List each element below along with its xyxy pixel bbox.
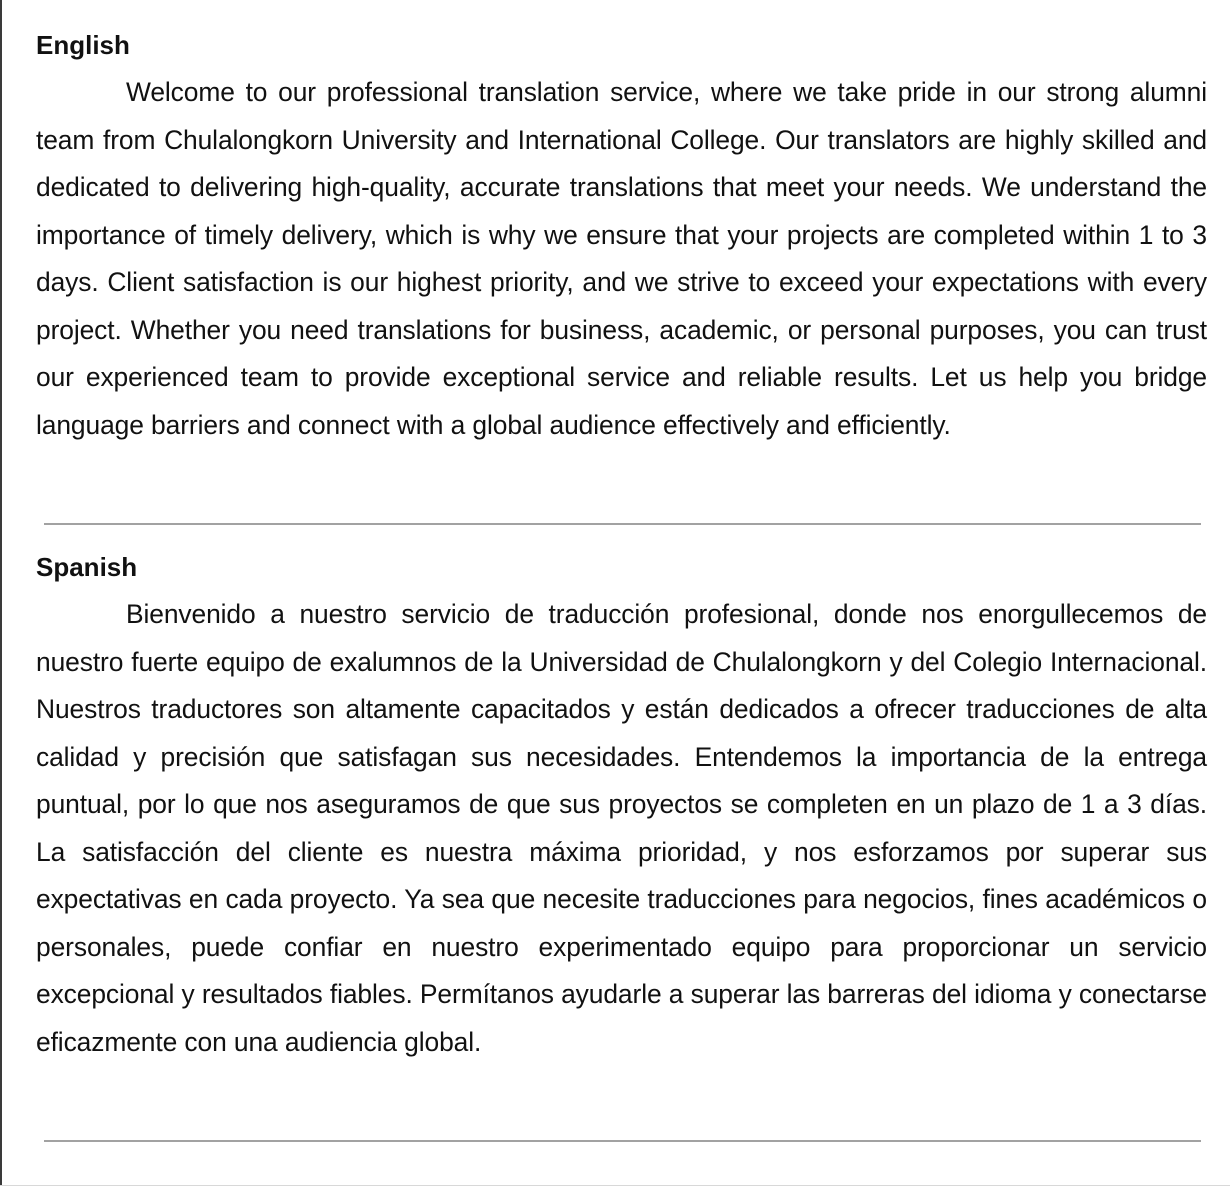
section-heading-spanish: Spanish — [36, 552, 138, 582]
section-divider — [44, 523, 1201, 525]
section-divider — [44, 1140, 1201, 1142]
window-left-border — [0, 0, 2, 1186]
paragraph-english: Welcome to our professional translation service, where we take pride in our strong alumni team from Chulalongkorn University and International College. Our translators are highly skilled and dedicated to delivering high-quality, accurate translations that meet your needs. We understand the importance of timely delivery, which is why we ensure that your projects are completed within 1 to 3 days. Client satisfaction is our highest priority, and we strive to exceed your expectations with every project. Whether you need translations for business, academic, or personal purposes, you can trust our experienced team to provide exceptional service and reliable results. Let us help you bridge language barriers and connect with a global audience effectively and efficiently. — [36, 77, 1207, 440]
paragraph-spanish: Bienvenido a nuestro servicio de traducción profesional, donde nos enorgullecemos de nuestro fuerte equipo de exalumnos de la Universidad de Chulalongkorn y del Colegio Internacional. Nuestros traductores son altamente capacitados y están dedicados a ofrecer traducciones de alta calidad y precisión que satisfagan sus necesidades. Entendemos la importancia de la entrega puntual, por lo que nos aseguramos de que sus proyectos se completen en un plazo de 1 a 3 días. La satisfacción del cliente es nuestra máxima prioridad, y nos esforzamos por superar sus expectativas en cada proyecto. Ya sea que necesite traducciones para negocios, fines académicos o personales, puede confiar en nuestro experimentado equipo para proporcionar un servicio excepcional y resultados fiables. Permítanos ayudarle a superar las barreras del idioma y conectarse eficazmente con una audiencia global. — [36, 599, 1207, 1057]
section-heading-english: English — [36, 30, 130, 60]
